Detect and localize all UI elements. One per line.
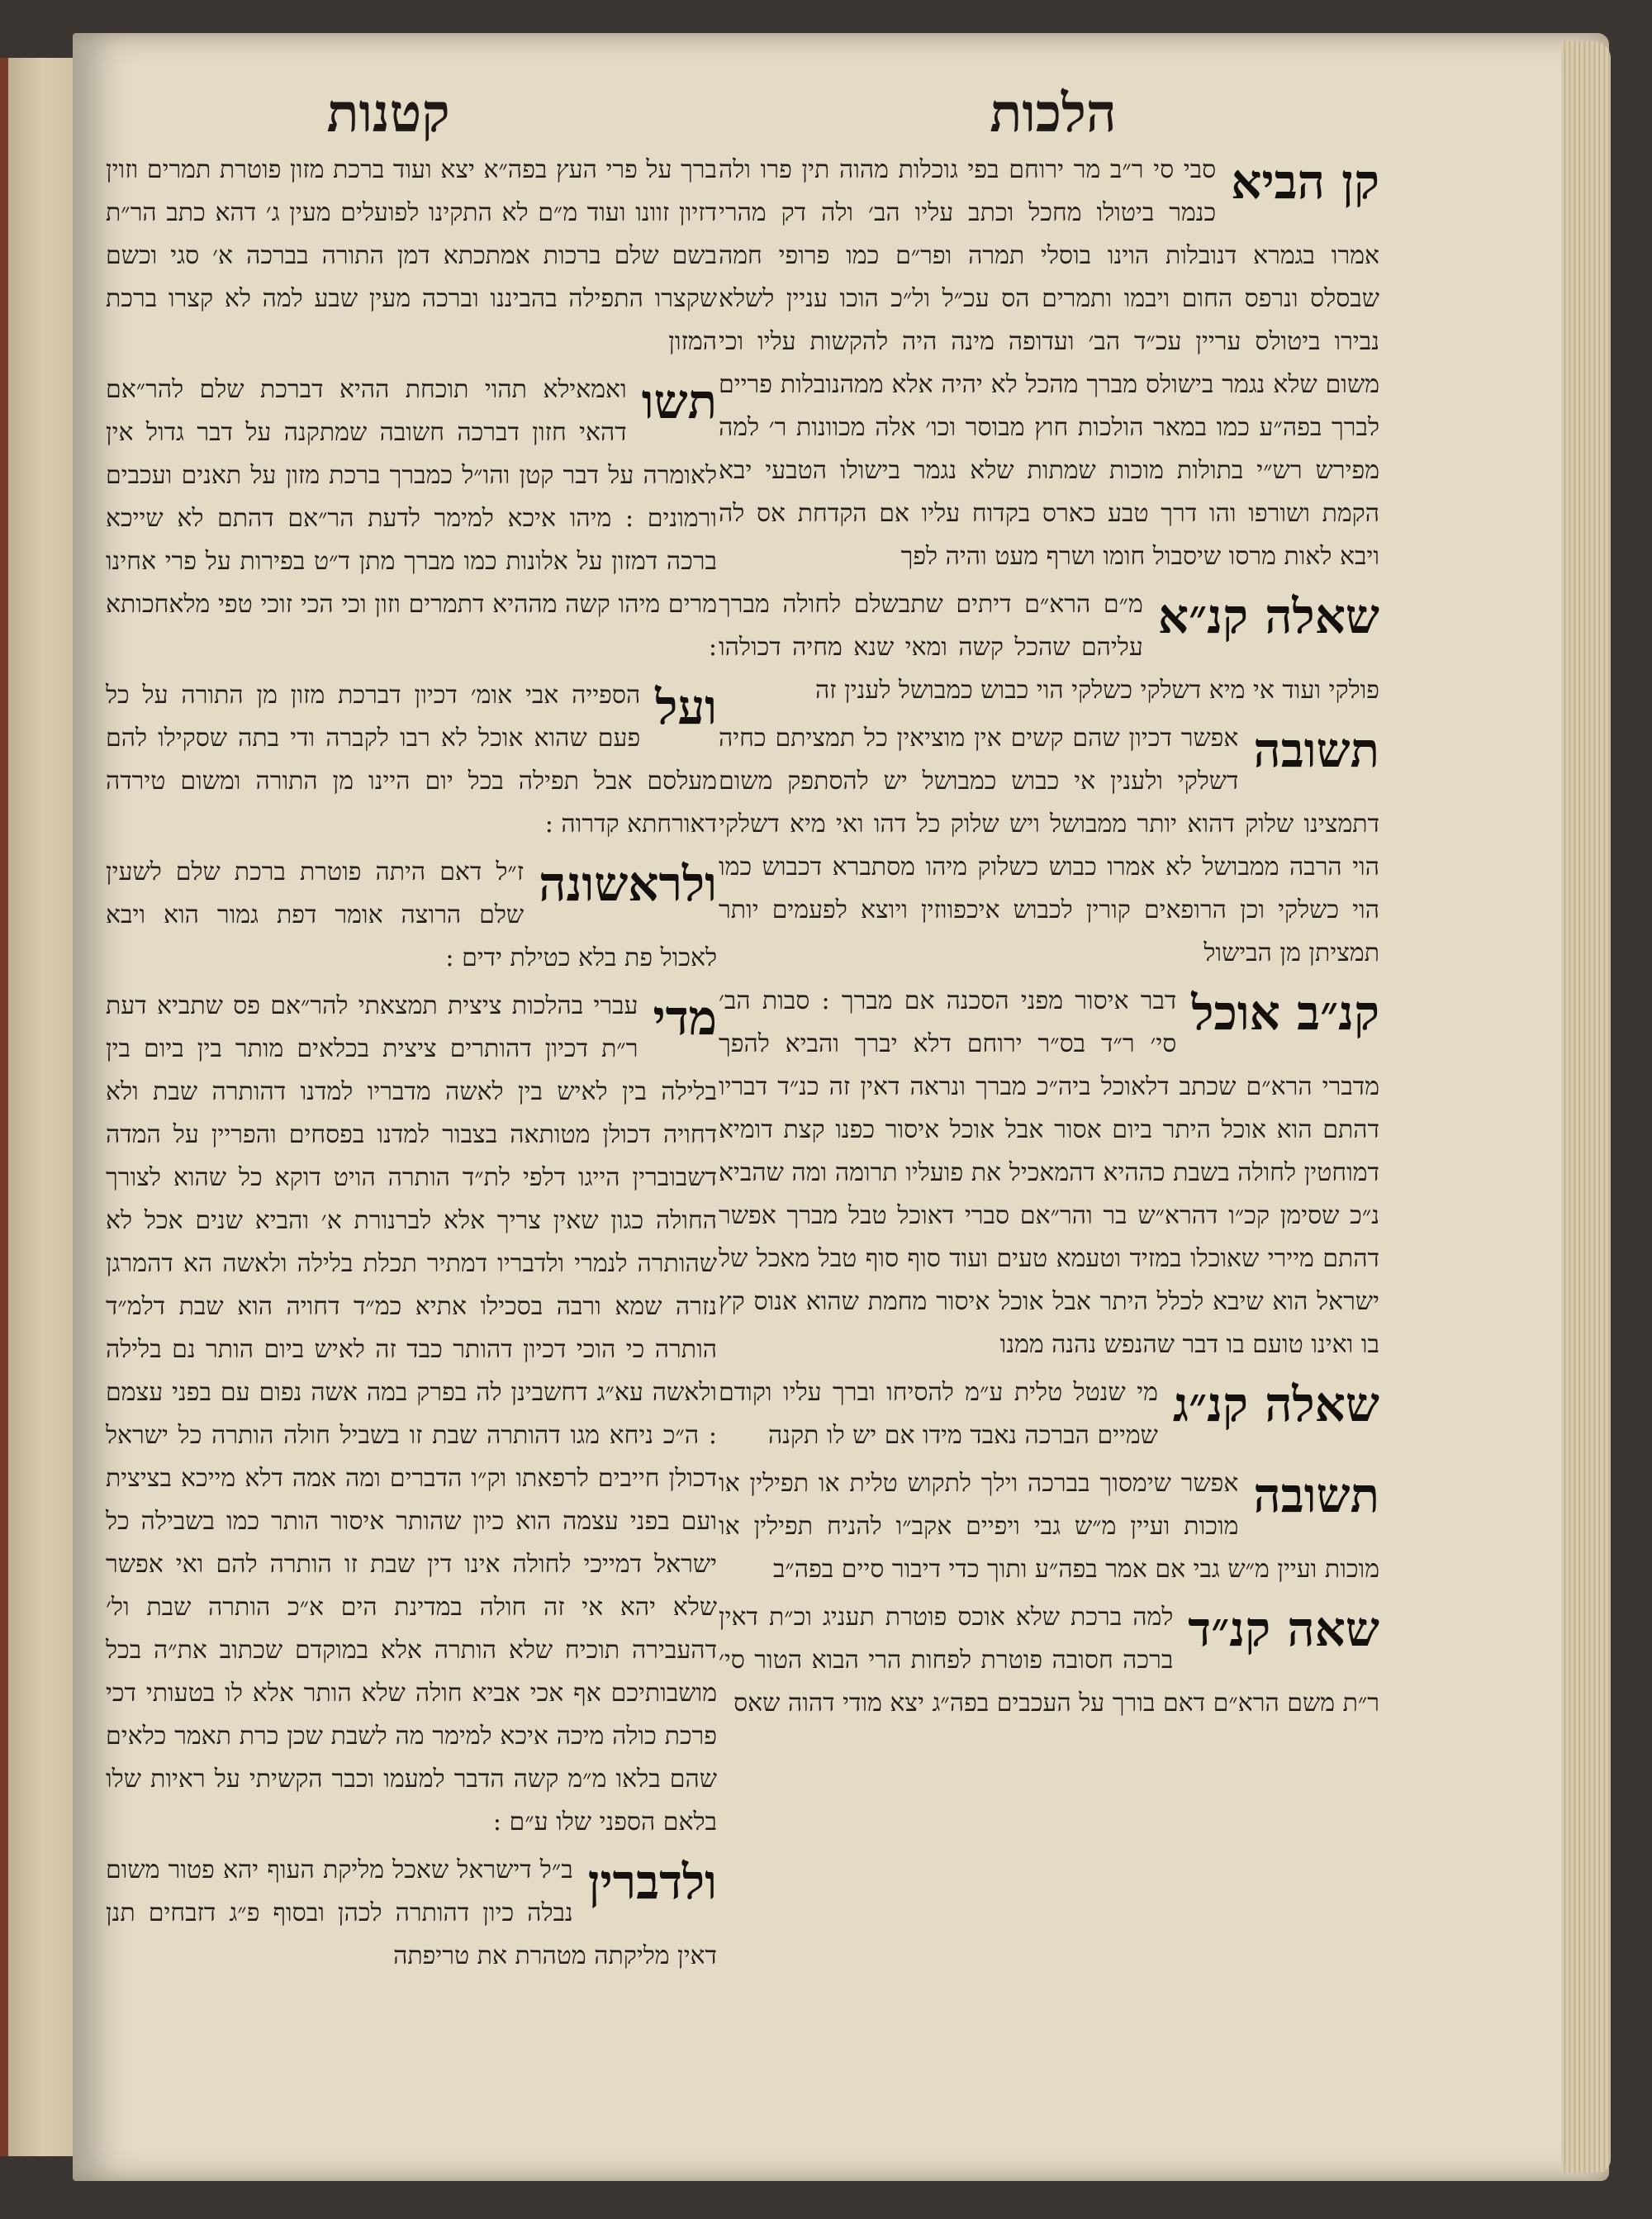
paragraph (106, 1849, 717, 1978)
section-heading: תשובה (1253, 1467, 1379, 1523)
binding-edge (0, 58, 8, 2156)
paragraph-text: מי שנטל טלית ע״מ להסיחו וברך עליו וקודם שמיים הברכה נאבד מידו אם יש לו תקנה (719, 1378, 1158, 1450)
paragraph-text: עברי בהלכות ציצית תמצאתי להר״אם פס שתביא דעת ר״ת דכיון דהותרים ציצית בכלאים מותר בין ביום בין בלילה בין לאיש בין לאשה מדבריו למדנו דהותרה שבת ולא דחויה דכולן מטותאה בצבור למדנו בפסחים והפריין על המדה דשבוברין הייגו דלפי לת״ד הותרה הויט דוקא כל שהוא לצורך החולה כגון שאין צריך אלא לברנורת א׳ והביא שנים אכל לא שהותרה לנמרי ולדבריו דמתיר תכלת בלילה ולאשה הא דהמרגן נזרה שמא ורבה בסכילו אתיא כמ״ד דחויה הוא שבת דלמ״ד הותרה כי הוכי דכיון דהותר כבד זה לאיש ביום הותר נם בלילה ולאשה עא״ג דחשבינן לה בפרק במה אשה נפום עם בפני עצמם : ה״כ ניחא מגו דהותרה שבת זו בשביל חולה הותרה כל ישראל דכולן חייבים לרפאתו וק״ו הדברים ומה אמה דלא מייכא בציצית ועם בפני עצמה הוא כיון שהותר איסור הותר כמו בשבילה כל ישראל דמייכי לחולה אינו דין שבת זו הותרה להם ואי אפשר שלא יהא אי זה חולה במדינת הים א״כ הותרה שבת ול׳ דהעבירה תוכיח שלא הותרה אלא במוקדם שכתוב את״ה בכל מושבותיכם אף אכי אביא חולה שלא הותר אלא לו בטעותי דכי פרכת כולה מיכה איכא למימר מה לשבת שכן כרת תאמר כלאים שהם בלאו מ״מ קשה הדבר למעמו וכבר הקשיתי על ראיות שלו בלאם הספני שלו ע״ם : (106, 991, 718, 1836)
paragraph (719, 980, 1379, 1366)
section-heading: ולדברין (587, 1854, 717, 1910)
paragraph (719, 1596, 1379, 1725)
section-heading: שאלה קנ״ג (1172, 1376, 1379, 1433)
right-column (719, 149, 1379, 1730)
paragraph-text: ז״ל דאם היתה פוטרת ברכת שלם לשעין שלם הרוצה אומר דפת גמור הוא ויבא לאכול פת בלא כטילת ידים : (106, 858, 717, 972)
running-header-right: הלכות (990, 83, 1117, 145)
paragraph-text: ברך על פרי העץ בפה״א יצא ועוד ברכת מזון פוטרת תמרים וזוין דזיון זוונו ועוד מ״ם לא התקינו לפועלים מעין ג׳ דהא כתב הר״ת בשם שלם ברכות אמתכתא דמן התורה בברכה א׳ סגי וכשם שקצרו התפילה בהביננו וברכה מעין שבע למה לא קצרו ברכת המזון (106, 155, 717, 356)
section-heading: קנ״ב אוכל (1191, 985, 1379, 1041)
section-heading: תשו (641, 373, 717, 430)
section-heading: תשובה (1253, 722, 1379, 778)
section-heading: קן הביא (1231, 154, 1379, 210)
running-header-left: קטנות (326, 83, 450, 145)
section-heading: ועל (655, 679, 717, 735)
paragraph (106, 674, 717, 846)
facing-page-edge (0, 58, 73, 2156)
paragraph (719, 583, 1379, 712)
paragraph-text: סבי סי ר״ב מר ירוחם בפי גוכלות מהוה תין פרו ולה כנמר ביטולו מחכל וכתב עליו הב׳ ולה דק מהרי אמרו בגמרא דנובלות הוינו בוסלי תמרה ופר״ם כמו פרופי חמה שבסלס ונרפס החום ויבמו ותמרים הס עכ״ל ול״כ הוכו עניין לשלא נבירו ביטולס עריין עכ״ד הב׳ ועדופה מינה היה להקשות עליו וכי משום שלא נגמר בישולס מברך מהכל לא יהיה אלא ממהנובלות פריים לברך בפה״ע כמו במאר הולכות חוץ מבוסר וכו׳ אלה מכוונות ר׳ למה מפירש רש״י בתולות מוכות שמתות שלא נגמר בישולו הטבעי יבא הקמת ושורפו והו דרך טבע כארס בקדוח עליו אם הקדחת אס לה ויבא לאות מרסו שיסבול חומו ושרף מעט והיה לפך (719, 155, 1379, 571)
paragraph-text: ואמאילא תהוי תוכחת ההיא דברכת שלם להר״אם דהאי חזון דברכה חשובה שמתקנה על דבר גדול אין לאומרה על דבר קטן והו״ל כמברך ברכת מזון על תאנים ועכבים ורמונים : מיהו איכא למימר לדעת הר״אם דהתם לא שייכא ברכה דמזון על אלונות כמו מברך מתן ד״ט בפירות על פרי אחינו מרים מיהו קשה מההיא דתמרים וזון וכי הכי זוכי טפי מלאחכותא : (106, 375, 717, 662)
section-heading: שאלה קנ״א (1157, 588, 1379, 644)
paragraph (106, 368, 717, 669)
paragraph-text: מ״ם הרא״ם דיתים שתבשלם לחולה מברך עליהם שהכל קשה ומאי שנא מחיה דכולהו פולקי ועוד אי מיא דשלקי כשלקי הוי כבוש כמבושל לענין זה (719, 590, 1379, 705)
paragraph-text: דבר איסור מפני הסכנה אם מברך : סבות הב׳ סי׳ ר״ד בס״ר ירוחם דלא יברך והביא להפך מדברי הרא״ם שכתב דלאוכל ביה״כ מברך ונראה דאין זה כנ״ד דבריו דהתם הוא אוכל היתר ביום אסור אבל אוכל איסור כפנו קצת דומיא דמוחטין לחולה בשבת כההיא דהמאכיל את פועליו תרומה ומה שהביא נ״כ שסימן קכ״ו דהרא״ש בר והר״אם סברי דאוכל טבל מברך אפשר דהתם מיירי שאוכלו במזיד וטעמא טעים ועוד סוף סוף טבל מאכל של ישראל הוא שיבא לכלל היתר אבל אוכל איסור מחמת שהוא אנוס קץ בו ואינו טועם בו דבר שהנפש נהנה ממנו (719, 986, 1379, 1359)
paragraph (719, 1462, 1379, 1591)
paragraph (106, 149, 717, 363)
paragraph-text: אפשר שימסוך בברכה וילך לתקוש טלית או תפילין או מוכות ועיין מ״ש גבי ויפיים אקב״ו להניח תפילין או מוכות ועיין מ״ש גבי אם אמר בפה״ע ותוך כדי דיבור סיים בפה״ב (719, 1469, 1379, 1584)
left-column (106, 149, 717, 1983)
page-edges (1561, 41, 1611, 2173)
paragraph (719, 1371, 1379, 1457)
paragraph-text: אפשר דכיון שהם קשים אין מוציאין כל תמציתם כחיה דשלקי ולענין אי כבוש כמבושל יש להסתפק משום דתמצינו שלוק דהוא יותר ממבושל ויש שלוק כל דהו ואי מיא דשלקי הוי הרבה ממבושל לא אמרו כבוש כשלוק מיהו מסתברא דכבוש כמו הוי כשלקי וכן הרופאים קורין לכבוש איכפווזין ויוצא לפעמים יותר תמציתן מן הבישול (719, 724, 1379, 967)
paragraph-text: למה ברכת שלא אוכס פוטרת תעניג וכ״ת דאין ברכה חסובה פוטרת לפחות הרי הבוא הטור סי׳ ר״ת משם הרא״ם דאם בורך על העכבים בפה״ג יצא מודי דהוה שאס (719, 1603, 1379, 1718)
paragraph-text: הספייה אבי אומ׳ דכיון דברכת מזון מן התורה על כל פעם שהוא אוכל לא רבו לקברה ודי בתה שסקילו להם מעלסם אבל תפילה בכל יום היינו מן התורה ומשום טירדה דאורחתא קדרוה : (106, 681, 717, 839)
section-heading: ולראשונה (539, 856, 717, 912)
paragraph (106, 851, 717, 980)
paragraph (719, 149, 1379, 578)
paragraph (106, 985, 717, 1844)
paragraph-text: ב״ל דישראל שאכל מליקת העוף יהא פטור משום נבלה כיון דהותרה לכהן ובסוף פ״ג דזבחים תנן דאין מליקתה מטהרת את טריפתה (106, 1856, 717, 1970)
section-heading: שאה קנ״ד (1188, 1601, 1379, 1657)
paragraph (719, 717, 1379, 975)
section-heading: מדי (653, 990, 717, 1046)
